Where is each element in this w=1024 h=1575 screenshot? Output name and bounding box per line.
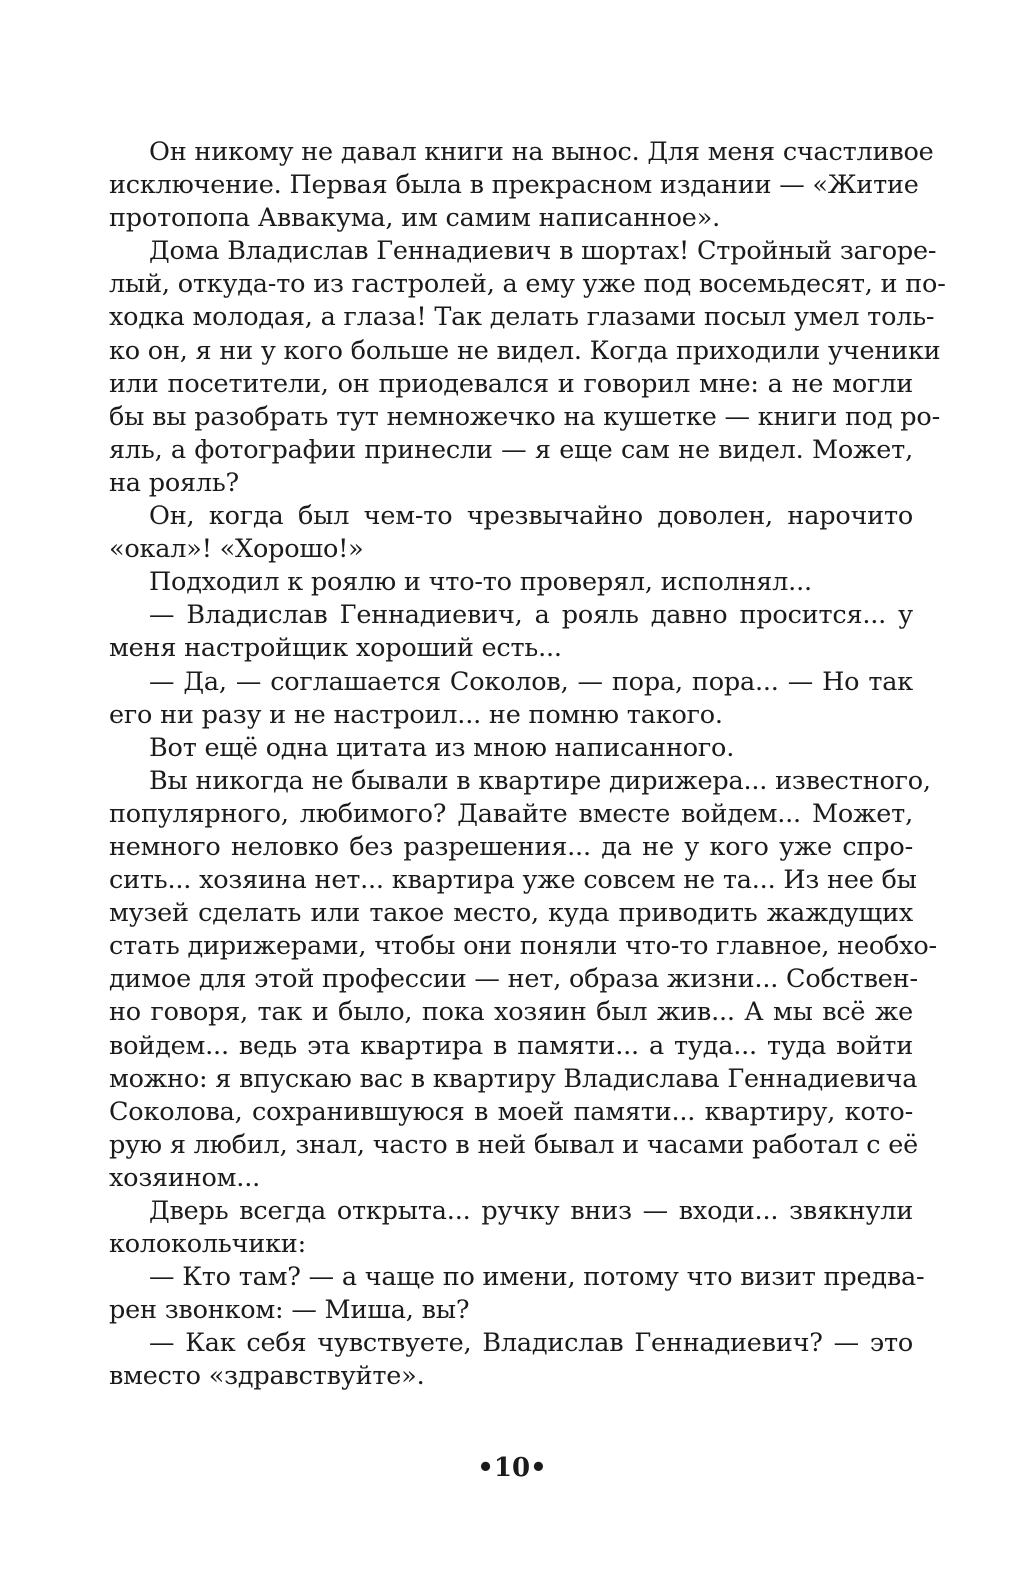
text-line: рен звонком: — Миша, вы? <box>109 1295 470 1326</box>
text-line: Вот ещё одна цитата из мною написанного. <box>149 732 735 763</box>
text-line: «окал»! «Хорошо!» <box>109 534 364 565</box>
text-line: лый, откуда-то из гастролей, а ему уже под восемьдесят, и по- <box>109 269 946 300</box>
text-line: вместо «здравствуйте». <box>109 1361 425 1392</box>
text-line: войдем... ведь эта квартира в памяти... а туда... туда войти <box>109 1030 913 1061</box>
paragraph <box>109 235 946 500</box>
text-line: бы вы разобрать тут немножечко на кушетке — книги под ро- <box>109 401 940 432</box>
text-line: исключение. Первая была в прекрасном издании — «Житие <box>109 170 919 201</box>
text-line: Дверь всегда открыта... ручку вниз — входи... звякнули <box>149 1196 913 1226</box>
text-line: на рояль? <box>109 467 240 498</box>
paragraph <box>109 765 937 1195</box>
text-line: сить... хозяина нет... квартира уже совсем не та... Из нее бы <box>109 865 917 896</box>
text-line: стать дирижерами, чтобы они поняли что-то главное, необхо- <box>109 931 937 962</box>
paragraph <box>109 566 913 599</box>
page-number: •10• <box>477 1453 547 1483</box>
text-line: — Кто там? — а чаще по имени, потому что визит предва- <box>149 1262 925 1293</box>
text-line: Соколова, сохранившуюся в моей памяти... квартиру, кото- <box>109 1096 913 1127</box>
text-line: немного неловко без разрешения... да не у кого уже спро- <box>109 831 913 862</box>
text-line: Он, когда был чем-то чрезвычайно доволен, нарочито <box>149 501 913 532</box>
paragraph <box>109 1261 925 1327</box>
text-line: ходка молодая, а глаза! Так делать глазами посыл умел толь- <box>109 302 935 333</box>
text-line: — Как себя чувствуете, Владислав Геннадиевич? — это <box>149 1328 913 1359</box>
text-line: Дома Владислав Геннадиевич в шортах! Стройный загоре- <box>149 236 937 267</box>
text-line: Вы никогда не бывали в квартире дирижера... известного, <box>149 765 931 796</box>
text-line: ко он, я ни у кого больше не видел. Когда приходили ученики <box>109 335 941 366</box>
text-line: Он никому не давал книги на вынос. Для меня счастливое <box>149 137 934 167</box>
paragraph <box>109 500 913 566</box>
text-line: колокольчики: <box>109 1229 306 1260</box>
text-line: Подходил к роялю и что-то проверял, исполнял... <box>149 567 812 598</box>
text-line: или посетители, он приодевался и говорил мне: а не могли <box>109 368 913 399</box>
body-text <box>109 136 946 1394</box>
paragraph <box>109 666 913 732</box>
text-line: — Да, — соглашается Соколов, — пора, пора... — Но так <box>149 666 913 697</box>
text-line: можно: я впускаю вас в квартиру Владислава Геннадиевича <box>109 1063 918 1094</box>
text-line: его ни разу и не настроил... не помню такого. <box>109 699 723 730</box>
text-line: яль, а фотографии принесли — я еще сам не видел. Может, <box>109 434 913 465</box>
text-line: меня настройщик хороший есть... <box>109 633 562 664</box>
text-line: популярного, любимого? Давайте вместе войдем... Может, <box>109 798 913 829</box>
text-line: хозяином... <box>109 1162 261 1193</box>
text-line: протопопа Аввакума, им самим написанное». <box>109 203 721 234</box>
text-line: димое для этой профессии — нет, образа жизни... Собствен- <box>109 964 918 995</box>
paragraph <box>109 732 913 765</box>
paragraph <box>109 1327 913 1393</box>
paragraph <box>109 136 934 235</box>
paragraph <box>109 1195 913 1261</box>
text-line: музей сделать или такое место, куда приводить жаждущих <box>109 898 913 929</box>
text-line: рую я любил, знал, часто в ней бывал и часами работал с её <box>109 1129 918 1160</box>
text-line: — Владислав Геннадиевич, а рояль давно просится... у <box>149 600 913 631</box>
paragraph <box>109 599 913 665</box>
text-line: но говоря, так и было, пока хозяин был жив... А мы всё же <box>109 997 913 1028</box>
